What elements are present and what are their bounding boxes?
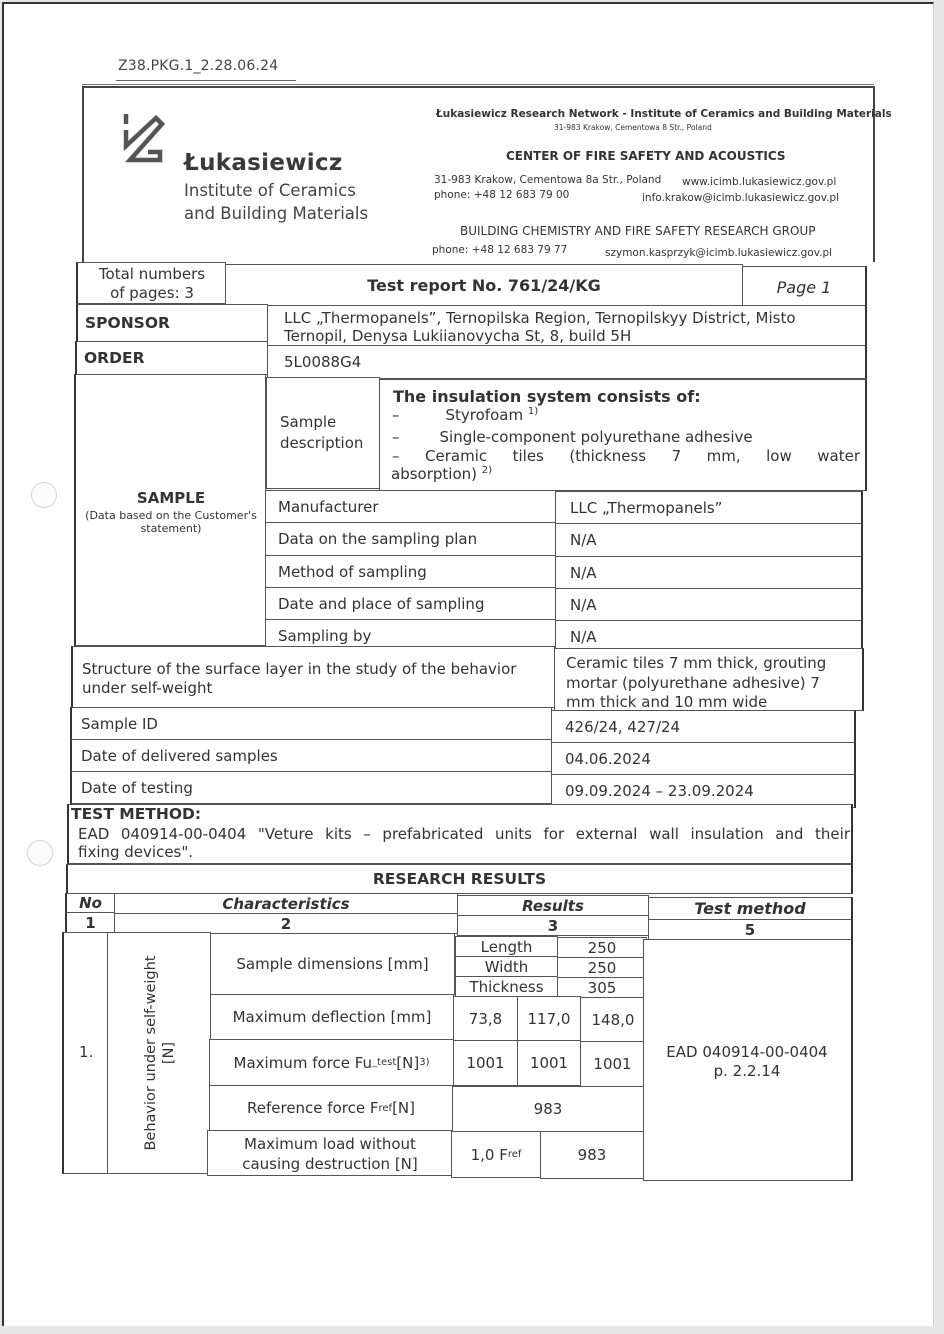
- row-number-cell: [62, 932, 108, 1174]
- dimension-value: 250: [557, 957, 647, 978]
- label-subscript: _test: [372, 1057, 397, 1068]
- dash: –: [392, 447, 400, 465]
- sample-field-value: N/A: [555, 523, 863, 557]
- group-name: BUILDING CHEMISTRY AND FIRE SAFETY RESEARCH GROUP: [460, 224, 816, 238]
- sample-note: statement): [140, 522, 202, 535]
- dash: –: [392, 428, 400, 446]
- value-line: mm thick and 10 mm wide: [566, 693, 768, 711]
- force-value: 1001: [517, 1040, 581, 1086]
- order-label: ORDER: [75, 341, 268, 375]
- factor-text: 1,0 F: [470, 1145, 508, 1164]
- sample-field-label: Method of sampling: [265, 555, 556, 589]
- info-row-value: 04.06.2024: [551, 742, 856, 776]
- info-row-label: Sample ID: [70, 707, 552, 740]
- sample-note: (Data based on the Customer's: [85, 509, 257, 522]
- group-label-cell: [107, 932, 211, 1174]
- label-text: Reference force F: [247, 1099, 379, 1117]
- col-header-characteristics: Characteristics: [114, 893, 458, 914]
- sponsor-value: [267, 305, 867, 346]
- factor-subscript: ref: [507, 1149, 522, 1160]
- col-number: 5: [648, 919, 853, 940]
- info-row-label: Date of delivered samples: [70, 739, 552, 772]
- dimension-value: 250: [557, 937, 647, 958]
- label-line: under self-weight: [82, 679, 213, 697]
- center-name: CENTER OF FIRE SAFETY AND ACOUSTICS: [506, 149, 786, 163]
- dimension-name: Length: [455, 936, 558, 957]
- sample-dimensions-label: Sample dimensions [mm]: [210, 933, 455, 995]
- test-method-text: EAD 040914-00-0404 "Veture kits – prefabricated units for external wall insulation and their: [78, 825, 850, 843]
- label-line: description: [280, 434, 364, 452]
- force-value: 1001: [580, 1041, 645, 1087]
- ref-force-value: 983: [452, 1086, 644, 1132]
- order-value: 5L0088G4: [267, 345, 867, 379]
- punch-hole: [27, 840, 53, 866]
- sample-field-label: Data on the sampling plan: [265, 522, 556, 556]
- deflection-value: 73,8: [453, 996, 518, 1041]
- value-line: mortar (polyurethane adhesive) 7: [566, 674, 820, 692]
- col-number: 3: [457, 915, 649, 936]
- surface-structure-value: [554, 648, 864, 711]
- brand-subtitle: and Building Materials: [184, 204, 369, 223]
- footnote-ref: 2): [481, 465, 493, 476]
- label-line: Maximum load without: [244, 1135, 416, 1153]
- deflection-value: 117,0: [517, 996, 581, 1041]
- info-row-value: 09.09.2024 – 23.09.2024: [551, 774, 856, 808]
- component-text: Ceramic tiles (thickness 7 mm, low water: [425, 447, 860, 465]
- component-item-cont: [391, 465, 492, 483]
- col-number: 2: [114, 913, 458, 934]
- dimension-name: Thickness: [455, 976, 558, 997]
- sample-field-label: Date and place of sampling: [265, 587, 556, 621]
- sample-field-label: Sampling by: [265, 619, 556, 653]
- max-load-label: [207, 1130, 453, 1176]
- report-title: Test report No. 761/24/KG: [225, 264, 743, 306]
- brand-name: Łukasiewicz: [184, 150, 343, 176]
- divider: [116, 80, 296, 81]
- sponsor-line: LLC „Thermopanels”, Ternopilska Region, Ternopilskyy District, Misto: [284, 309, 796, 327]
- label-unit: [N]: [396, 1053, 420, 1072]
- info-row-value: 426/24, 427/24: [551, 710, 856, 744]
- dimension-value: 305: [557, 977, 647, 998]
- center-phone: phone: +48 12 683 79 00: [434, 189, 570, 201]
- label-line: causing destruction [N]: [242, 1155, 418, 1173]
- sample-field-value: N/A: [555, 588, 863, 622]
- force-value: 1001: [453, 1040, 518, 1086]
- footnote-ref: 1): [527, 406, 539, 417]
- sample-field-value: N/A: [555, 556, 863, 590]
- sample-field-value: N/A: [555, 620, 863, 654]
- document-code: Z38.PKG.1_2.28.06.24: [118, 58, 279, 74]
- test-method-text: fixing devices".: [78, 843, 194, 861]
- value-line: Ceramic tiles 7 mm thick, grouting: [566, 654, 827, 672]
- row-number: 1.: [79, 1043, 94, 1061]
- col-header-no: No: [65, 893, 115, 913]
- sponsor-line: Ternopil, Denysa Lukiianovycha St, 8, build 5H: [284, 327, 632, 345]
- description-heading: The insulation system consists of:: [393, 387, 701, 406]
- total-pages-value: of pages: 3: [110, 284, 194, 302]
- info-row-label: Date of testing: [70, 771, 552, 804]
- group-email-link[interactable]: szymon.kasprzyk@icimb.lukasiewicz.gov.pl: [605, 247, 833, 259]
- max-load-value: 983: [540, 1131, 644, 1179]
- label-text: Maximum force Fu: [233, 1053, 373, 1072]
- label-line: Structure of the surface layer in the study of the behavior: [82, 660, 517, 678]
- col-header-test-method: Test method: [648, 897, 853, 920]
- punch-hole: [31, 482, 57, 508]
- test-method-heading: TEST METHOD:: [71, 805, 202, 823]
- center-address: 31-983 Krakow, Cementowa 8a Str., Poland: [434, 174, 662, 186]
- result-test-method: EAD 040914-00-0404: [666, 1043, 828, 1061]
- test-method-section: [67, 804, 853, 864]
- max-force-label: [209, 1039, 454, 1086]
- component-item: [392, 406, 538, 424]
- component-item: [392, 428, 753, 446]
- brand-subtitle: Institute of Ceramics: [184, 181, 356, 200]
- sample-section: [74, 374, 266, 646]
- deflection-value: 148,0: [580, 997, 646, 1042]
- component-item: [392, 447, 860, 465]
- group-label-line: [N]: [161, 1041, 177, 1065]
- total-pages-cell: [76, 262, 226, 304]
- component-text: Styrofoam: [445, 406, 524, 424]
- group-phone: phone: +48 12 683 79 77: [432, 244, 568, 256]
- footnote-ref: 3): [419, 1057, 430, 1068]
- page-number: Page 1: [742, 266, 867, 308]
- label-unit: [N]: [392, 1099, 415, 1117]
- dash: –: [392, 406, 400, 424]
- center-website-link[interactable]: www.icimb.lukasiewicz.gov.pl: [682, 176, 837, 188]
- dimension-name: Width: [455, 956, 558, 977]
- ref-force-label: [209, 1085, 453, 1131]
- surface-structure-label: [71, 646, 555, 708]
- col-number: 1: [65, 912, 115, 933]
- label-line: Sample: [280, 413, 337, 431]
- sample-description: [379, 379, 867, 491]
- sample-field-label: Manufacturer: [265, 490, 556, 524]
- network-line: Łukasiewicz Research Network - Institute of Ceramics and Building Materials: [436, 108, 892, 120]
- total-pages-label: Total numbers: [98, 265, 206, 283]
- result-test-method-cell: [643, 939, 853, 1181]
- research-results-heading: RESEARCH RESULTS: [66, 864, 853, 894]
- lukasiewicz-logo-icon: [118, 112, 178, 174]
- col-header-results: Results: [457, 895, 649, 916]
- sample-description-label: [266, 377, 380, 489]
- group-label-line: Behavior under self-weight: [143, 955, 159, 1151]
- sponsor-label: SPONSOR: [76, 304, 268, 342]
- component-text: Single-component polyurethane adhesive: [439, 428, 753, 446]
- max-load-factor: [451, 1131, 541, 1178]
- group-label: [142, 933, 178, 1173]
- divider: [82, 84, 874, 85]
- network-address: 31-983 Krakow, Cementowa 8 Str., Poland: [554, 123, 712, 132]
- result-test-method: p. 2.2.14: [713, 1062, 781, 1080]
- label-subscript: ref: [378, 1102, 393, 1114]
- sample-label: SAMPLE: [136, 489, 206, 507]
- max-deflection-label: Maximum deflection [mm]: [210, 994, 454, 1040]
- component-text: absorption): [391, 465, 477, 483]
- sample-field-value: LLC „Thermopanels”: [555, 491, 863, 525]
- center-email-link[interactable]: info.krakow@icimb.lukasiewicz.gov.pl: [642, 192, 840, 204]
